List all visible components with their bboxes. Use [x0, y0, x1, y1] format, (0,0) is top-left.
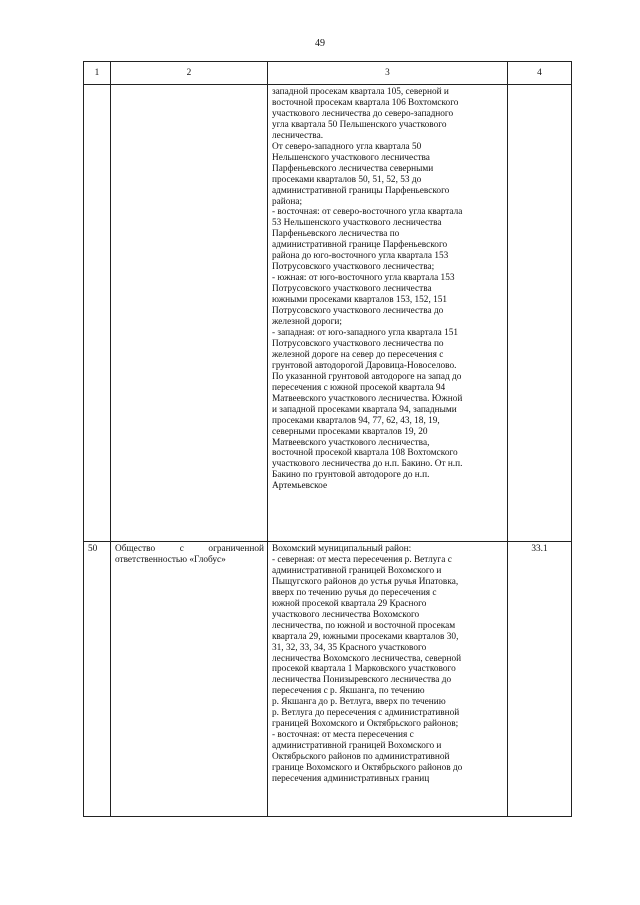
- description-line: просеками кварталов 94, 77, 62, 43, 18, 19,: [272, 415, 440, 426]
- row-number: 50: [88, 544, 98, 554]
- organization-name: Общество с ограниченной ответственностью «Глобус»: [115, 544, 264, 565]
- description-line: северными просеками кварталов 19, 20: [272, 426, 428, 437]
- description-line: административной границы Парфеньевского: [272, 185, 450, 196]
- description-line: пересечения административных границ: [272, 774, 430, 785]
- area-value: [508, 85, 571, 87]
- boundary-description: [268, 542, 507, 787]
- description-line: вверх по течению ручья до пересечения с: [272, 587, 437, 598]
- header-cell: 3: [268, 62, 508, 85]
- description-line: восточной просекам квартала 106 Вохтомского: [272, 97, 459, 108]
- description-line: - восточная: от северо-восточного угла квартала: [272, 207, 463, 218]
- description-line: административной границей Вохомского и: [272, 741, 442, 752]
- description-line: Матвеевского участкового лесничества,: [272, 437, 430, 448]
- page-number: 49: [315, 38, 325, 49]
- description-line: просекой квартала 1 Марковского участкового: [272, 664, 456, 675]
- description-line: лесничества Понизыревского лесничества до: [272, 675, 452, 686]
- description-line: административной границей Вохомского и: [272, 565, 442, 576]
- table-row: [84, 85, 572, 542]
- description-line: - южная: от юго-восточного угла квартала 153: [272, 273, 455, 284]
- description-line: пересечения с р. Якшанга, по течению: [272, 686, 425, 697]
- header-cell: 1: [84, 62, 111, 85]
- description-line: Вохомский муниципальный район:: [272, 544, 412, 554]
- description-line: границей Вохомского и Октябрьского районов;: [272, 719, 459, 730]
- description-line: участкового лесничества Вохомского: [272, 609, 420, 620]
- description-line: южными просеками кварталов 153, 152, 151: [272, 295, 448, 306]
- description-line: квартала 29, южными просеками кварталов 30,: [272, 631, 459, 642]
- organization-name: [111, 85, 267, 89]
- document-table: [83, 61, 572, 817]
- description-line: 31, 32, 33, 34, 35 Красного участкового: [272, 642, 427, 653]
- description-line: железной дороге на север до пересечения с: [272, 349, 444, 360]
- boundary-description: [268, 85, 507, 494]
- description-line: участкового лесничества до северо-западного: [272, 108, 454, 119]
- description-line: Потрусовского участкового лесничества;: [272, 262, 435, 273]
- table-header-row: [84, 62, 572, 85]
- description-line: Пыщугского районов до устья ручья Ипатовка,: [272, 576, 459, 587]
- description-line: просеками кварталов 50, 51, 52, 53 до: [272, 174, 422, 185]
- description-line: Матвеевского участкового лесничества. Южной: [272, 393, 463, 404]
- description-line: Бакино по грунтовой автодороге до н.п.: [272, 470, 430, 481]
- description-line: - западная: от юго-западного угла квартала 151: [272, 327, 459, 338]
- description-line: Потрусовского участкового лесничества до: [272, 306, 444, 317]
- description-line: 53 Нельшенского участкового лесничества: [272, 218, 442, 229]
- description-line: железной дороги;: [272, 317, 342, 328]
- row-number-cell: [84, 85, 111, 542]
- row-number-cell: [84, 542, 111, 817]
- header-cell: 4: [508, 62, 572, 85]
- description-line: По указанной грунтовой автодороге на запад до: [272, 371, 462, 382]
- description-line: Парфеньевского лесничества по: [272, 229, 400, 240]
- description-line: границе Вохомского и Октябрьского районов до: [272, 763, 463, 774]
- description-line: Потрусовского участкового лесничества: [272, 284, 432, 295]
- description-line: р. Якшанга до р. Ветлуга, вверх по течению: [272, 697, 446, 708]
- description-cell: [268, 85, 508, 542]
- description-line: грунтовой автодорогой Даровица-Новоселово.: [272, 360, 457, 371]
- description-line: участкового лесничества до н.п. Бакино. От н.п.: [272, 459, 463, 470]
- description-line: лесничества.: [272, 130, 324, 141]
- description-line: Нельшенского участкового лесничества: [272, 152, 430, 163]
- description-line: Парфеньевского лесничества северными: [272, 163, 434, 174]
- description-line: восточной просекой квартала 108 Вохтомского: [272, 448, 458, 459]
- description-line: западной просекам квартала 105, северной и: [272, 87, 449, 97]
- description-line: Артемьевское: [272, 481, 328, 492]
- description-line: - восточная: от места пересечения с: [272, 730, 414, 741]
- description-line: - северная: от места пересечения р. Ветлуга с: [272, 554, 452, 565]
- description-line: пересечения с южной просекой квартала 94: [272, 382, 446, 393]
- description-line: р. Ветлуга до пересечения с административной: [272, 708, 460, 719]
- organization-cell: [111, 85, 268, 542]
- description-line: Потрусовского участкового лесничества по: [272, 338, 444, 349]
- description-cell: [268, 542, 508, 817]
- area-value: 33.1: [531, 544, 548, 554]
- description-line: южной просекой квартала 29 Красного: [272, 598, 427, 609]
- area-cell: [508, 85, 572, 542]
- description-line: и западной просеками квартала 94, западными: [272, 404, 457, 415]
- area-cell: [508, 542, 572, 817]
- header-cell: 2: [111, 62, 268, 85]
- organization-cell: [111, 542, 268, 817]
- table-row: [84, 542, 572, 817]
- description-line: района;: [272, 196, 303, 207]
- description-line: Октябрьского районов по административной: [272, 752, 450, 763]
- description-line: административной границе Парфеньевского: [272, 240, 448, 251]
- description-line: От северо-западного угла квартала 50: [272, 141, 422, 152]
- description-line: района до юго-восточного угла квартала 153: [272, 251, 449, 262]
- row-number: [84, 85, 110, 89]
- description-line: лесничества Вохомского лесничества, северной: [272, 653, 462, 664]
- description-line: лесничества, по южной и восточной просекам: [272, 620, 456, 631]
- description-line: угла квартала 50 Пельшенского участкового: [272, 119, 447, 130]
